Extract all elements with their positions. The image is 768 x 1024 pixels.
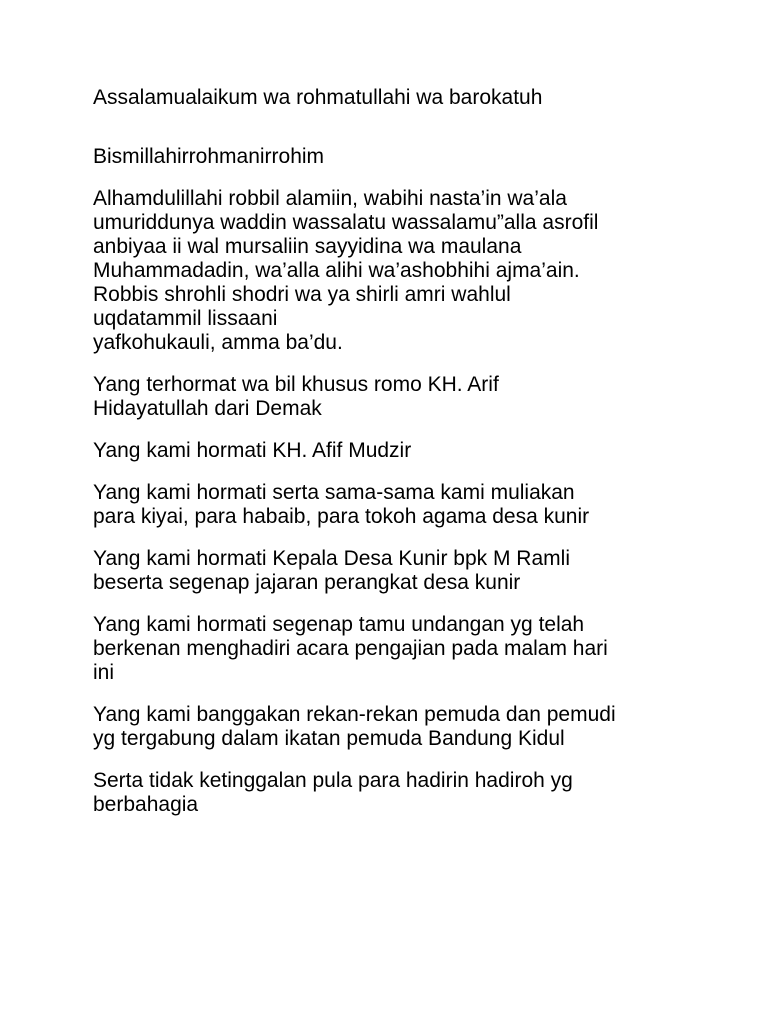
youth-paragraph: Yang kami banggakan rekan-rekan pemuda dan pemudi yg tergabung dalam ikatan pemuda Bandung Kidul — [93, 703, 616, 750]
village-head-paragraph: Yang kami hormati Kepala Desa Kunir bpk M Ramli beserta segenap jajaran perangkat desa kunir — [93, 547, 570, 594]
invited-guests-paragraph: Yang kami hormati segenap tamu undangan yg telah berkenan menghadiri acara pengajian pada malam hari ini — [93, 613, 608, 684]
religious-figures-paragraph: Yang kami hormati serta sama-sama kami muliakan para kiyai, para habaib, para tokoh agama desa kunir — [93, 481, 590, 528]
opening-prayer-paragraph: Alhamdulillahi robbil alamiin, wabihi nasta’in wa’ala umuriddunya waddin wassalatu wassalamu”alla asrofil anbiyaa ii wal mursaliin sayyidina wa maulana Muhammadadin, wa’alla alihi wa’ashobhihi ajma’ain. Robbis shrohli shodri wa ya shirli amri wahlul uqdatammil lissaani yafkohukauli, amma ba’du. — [93, 187, 599, 354]
document-body — [93, 86, 733, 817]
audience-paragraph: Serta tidak ketinggalan pula para hadirin hadiroh yg berbahagia — [93, 769, 573, 816]
honored-guest-paragraph: Yang terhormat wa bil khusus romo KH. Arif Hidayatullah dari Demak — [93, 373, 499, 420]
honored-kh-paragraph: Yang kami hormati KH. Afif Mudzir — [93, 439, 412, 462]
basmalah-paragraph: Bismillahirrohmanirrohim — [93, 145, 325, 168]
greeting-paragraph: Assalamualaikum wa rohmatullahi wa barokatuh — [93, 86, 543, 109]
